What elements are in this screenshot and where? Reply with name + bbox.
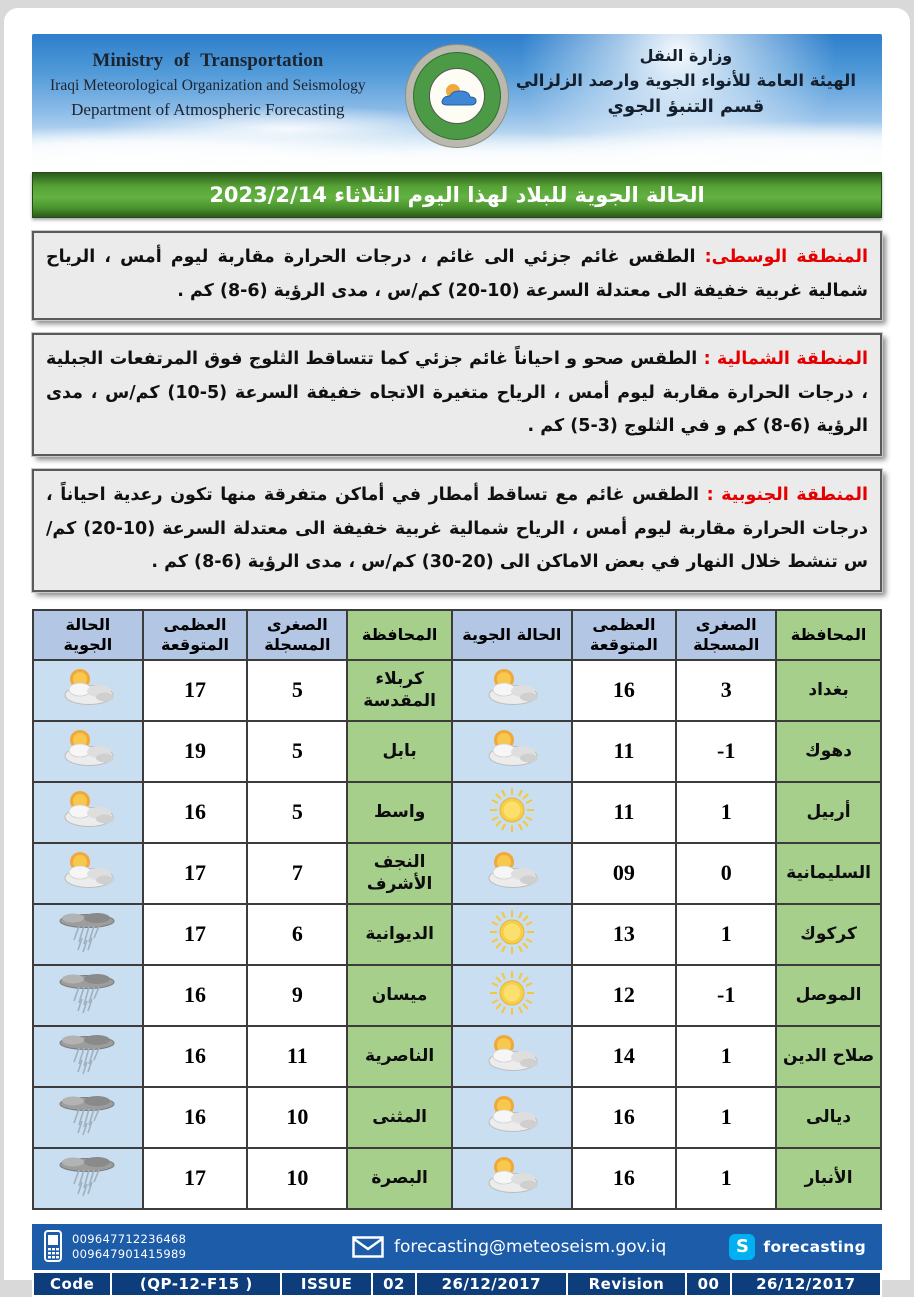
phone-number-2: 009647901415989	[72, 1246, 187, 1261]
max-expected-temp: 14	[572, 1026, 677, 1087]
code-bar-cell: ISSUE	[282, 1273, 373, 1295]
province-name: الناصرية	[347, 1026, 452, 1087]
province-name: النجف الأشرف	[347, 843, 452, 904]
weather-condition-cell	[33, 660, 143, 721]
max-expected-temp: 17	[143, 660, 248, 721]
max-expected-temp: 16	[572, 660, 677, 721]
max-expected-temp: 09	[572, 843, 677, 904]
weather-condition-cell	[452, 660, 572, 721]
ministry-name-arabic	[516, 46, 856, 117]
ministry-line: Ministry of Transportation	[92, 50, 324, 71]
min-recorded-temp: 0	[676, 843, 776, 904]
partly-cloudy-icon	[477, 1093, 547, 1137]
max-expected-temp: 11	[572, 721, 677, 782]
min-recorded-temp: 1	[676, 1087, 776, 1148]
province-name: ميسان	[347, 965, 452, 1026]
header-max-left: العظمى المتوقعة	[143, 610, 248, 660]
ministry-name-english	[50, 50, 366, 120]
min-recorded-temp: 5	[247, 660, 347, 721]
table-row	[33, 1087, 881, 1148]
max-expected-temp: 17	[143, 904, 248, 965]
weather-condition-cell	[452, 1148, 572, 1209]
weather-condition-cell	[33, 1148, 143, 1209]
province-name: السليمانية	[776, 843, 881, 904]
department-line: Department of Atmospheric Forecasting	[71, 100, 345, 119]
table-row	[33, 1026, 881, 1087]
table-row	[33, 660, 881, 721]
partly-cloudy-icon	[53, 849, 123, 893]
table-row	[33, 904, 881, 965]
max-expected-temp: 13	[572, 904, 677, 965]
province-name: المثنى	[347, 1087, 452, 1148]
skype-contact	[729, 1234, 872, 1260]
min-recorded-temp: -1	[676, 965, 776, 1026]
province-name: كربلاء المقدسة	[347, 660, 452, 721]
table-header-row	[33, 610, 881, 660]
max-expected-temp: 17	[143, 843, 248, 904]
rain-icon	[53, 1091, 123, 1139]
partly-cloudy-icon	[53, 666, 123, 710]
max-expected-temp: 11	[572, 782, 677, 843]
weather-condition-cell	[33, 1087, 143, 1148]
rain-icon	[53, 1152, 123, 1200]
weather-condition-cell	[452, 843, 572, 904]
department-line-ar: قسم التنبؤ الجوي	[607, 96, 765, 117]
header-min-right: الصغرى المسجلة	[676, 610, 776, 660]
min-recorded-temp: 3	[676, 660, 776, 721]
max-expected-temp: 17	[143, 1148, 248, 1209]
logo-green-ring	[413, 52, 501, 140]
code-bar-cell: 26/12/2017	[417, 1273, 567, 1295]
table-row	[33, 721, 881, 782]
min-recorded-temp: 9	[247, 965, 347, 1026]
partly-cloudy-icon	[53, 788, 123, 832]
weather-condition-cell	[33, 904, 143, 965]
max-expected-temp: 16	[572, 1087, 677, 1148]
cloud-sun-icon	[437, 82, 477, 110]
min-recorded-temp: 5	[247, 721, 347, 782]
province-name: الديوانية	[347, 904, 452, 965]
skype-username: forecasting	[763, 1237, 866, 1256]
max-expected-temp: 16	[572, 1148, 677, 1209]
province-name: بابل	[347, 721, 452, 782]
skype-icon: S	[729, 1234, 755, 1260]
table-row	[33, 1148, 881, 1209]
province-name: بغداد	[776, 660, 881, 721]
central-region-forecast	[32, 231, 882, 320]
phone-contact	[42, 1230, 292, 1264]
partly-cloudy-icon	[477, 1154, 547, 1198]
partly-cloudy-icon	[477, 1032, 547, 1076]
sunny-icon	[488, 786, 536, 834]
weather-condition-cell	[452, 721, 572, 782]
letterhead-banner	[32, 34, 882, 166]
table-row	[33, 782, 881, 843]
province-name: صلاح الدين	[776, 1026, 881, 1087]
code-bar-cell: Code	[34, 1273, 112, 1295]
min-recorded-temp: 1	[676, 1148, 776, 1209]
max-expected-temp: 12	[572, 965, 677, 1026]
region-text: الطقس صحو و احياناً غائم جزئي كما تتساقط الثلوج فوق المرتفعات الجبلية ، درجات الحرارة مقاربة ليوم أمس ، الرياح متغيرة الاتجاه خفيفة السرعة (5-10) كم/س ، مدى الرؤية (6-8) كم و في الثلوج (3-5) كم .	[46, 349, 868, 437]
partly-cloudy-icon	[53, 727, 123, 771]
header-condition-left: الحالة الجوية	[33, 610, 143, 660]
mobile-phone-icon	[42, 1230, 64, 1264]
min-recorded-temp: 1	[676, 782, 776, 843]
envelope-icon	[352, 1236, 384, 1258]
ministry-line-ar: وزارة النقل	[639, 46, 733, 65]
header-min-left: الصغرى المسجلة	[247, 610, 347, 660]
email-address: forecasting@meteoseism.gov.iq	[394, 1236, 667, 1257]
max-expected-temp: 16	[143, 965, 248, 1026]
weather-condition-cell	[33, 721, 143, 782]
partly-cloudy-icon	[477, 666, 547, 710]
min-recorded-temp: 6	[247, 904, 347, 965]
southern-region-forecast	[32, 469, 882, 592]
provinces-weather-table	[32, 609, 882, 1210]
partly-cloudy-icon	[477, 849, 547, 893]
logo-cloud-emblem	[429, 68, 485, 124]
organization-line-ar: الهيئة العامة للأنواء الجوية وارصد الزلزالي	[515, 71, 856, 90]
sunny-icon	[488, 969, 536, 1017]
region-name: المنطقة الجنوبية :	[706, 484, 868, 505]
code-bar-cell: (QP-12-F15 )	[112, 1273, 282, 1295]
province-name: دهوك	[776, 721, 881, 782]
weather-condition-cell	[33, 782, 143, 843]
table-row	[33, 965, 881, 1026]
weather-table-body	[33, 660, 881, 1209]
weather-condition-cell	[33, 1026, 143, 1087]
weather-condition-cell	[452, 904, 572, 965]
max-expected-temp: 16	[143, 782, 248, 843]
min-recorded-temp: 5	[247, 782, 347, 843]
max-expected-temp: 19	[143, 721, 248, 782]
min-recorded-temp: 7	[247, 843, 347, 904]
rain-icon	[53, 908, 123, 956]
document-code-bar	[32, 1270, 882, 1297]
weather-condition-cell	[33, 965, 143, 1026]
code-bar-cell: Revision	[568, 1273, 688, 1295]
weather-condition-cell	[452, 782, 572, 843]
region-text: الطقس غائم مع تساقط أمطار في أماكن متفرقة منها تكون رعدية احياناً ، درجات الحرارة مقاربة ليوم أمس ، الرياح شمالية غربية خفيفة الى معتدلة السرعة (10-20) كم/س تنشط خلال النهار في بعض الاماكن الى (20-30) كم/س ، مدى الرؤية (6-8) كم .	[46, 484, 868, 573]
region-name: المنطقة الوسطى:	[704, 247, 868, 267]
code-bar-cell: 02	[373, 1273, 417, 1295]
contact-footer	[32, 1224, 882, 1270]
max-expected-temp: 16	[143, 1087, 248, 1148]
phone-number-1: 009647712236468	[72, 1232, 187, 1247]
min-recorded-temp: 10	[247, 1087, 347, 1148]
header-condition-right: الحالة الجوية	[452, 610, 572, 660]
sunny-icon	[488, 908, 536, 956]
report-title-banner	[32, 172, 882, 218]
province-name: واسط	[347, 782, 452, 843]
rain-icon	[53, 1030, 123, 1078]
province-name: الأنبار	[776, 1148, 881, 1209]
province-name: كركوك	[776, 904, 881, 965]
weather-condition-cell	[452, 1087, 572, 1148]
weather-condition-cell	[452, 1026, 572, 1087]
province-name: الموصل	[776, 965, 881, 1026]
max-expected-temp: 16	[143, 1026, 248, 1087]
northern-region-forecast	[32, 333, 882, 456]
min-recorded-temp: 11	[247, 1026, 347, 1087]
header-province-left: المحافظة	[347, 610, 452, 660]
code-bar-cell: 26/12/2017	[756, 1274, 856, 1293]
min-recorded-temp: -1	[676, 721, 776, 782]
min-recorded-temp: 1	[676, 904, 776, 965]
organization-logo	[405, 44, 509, 148]
organization-line: Iraqi Meteorological Organization and Seismology	[50, 77, 366, 94]
min-recorded-temp: 1	[676, 1026, 776, 1087]
report-title: الحالة الجوية للبلاد لهذا اليوم الثلاثاء 2023/2/14	[209, 183, 705, 207]
weather-condition-cell	[452, 965, 572, 1026]
weather-condition-cell	[33, 843, 143, 904]
rain-icon	[53, 969, 123, 1017]
province-name: أربيل	[776, 782, 881, 843]
table-row	[33, 843, 881, 904]
province-name: ديالى	[776, 1087, 881, 1148]
header-max-right: العظمى المتوقعة	[572, 610, 677, 660]
province-name: البصرة	[347, 1148, 452, 1209]
min-recorded-temp: 10	[247, 1148, 347, 1209]
region-name: المنطقة الشمالية :	[703, 349, 868, 370]
partly-cloudy-icon	[477, 727, 547, 771]
email-contact	[292, 1236, 729, 1258]
region-text: الطقس غائم جزئي الى غائم ، درجات الحرارة مقاربة ليوم أمس ، الرياح شمالية غربية خفيفة الى معتدلة السرعة (10-20) كم/س ، مدى الرؤية (6-8) كم .	[46, 247, 868, 301]
document-page	[4, 8, 910, 1293]
header-province-right: المحافظة	[776, 610, 881, 660]
code-bar-cell: 00	[687, 1273, 731, 1295]
